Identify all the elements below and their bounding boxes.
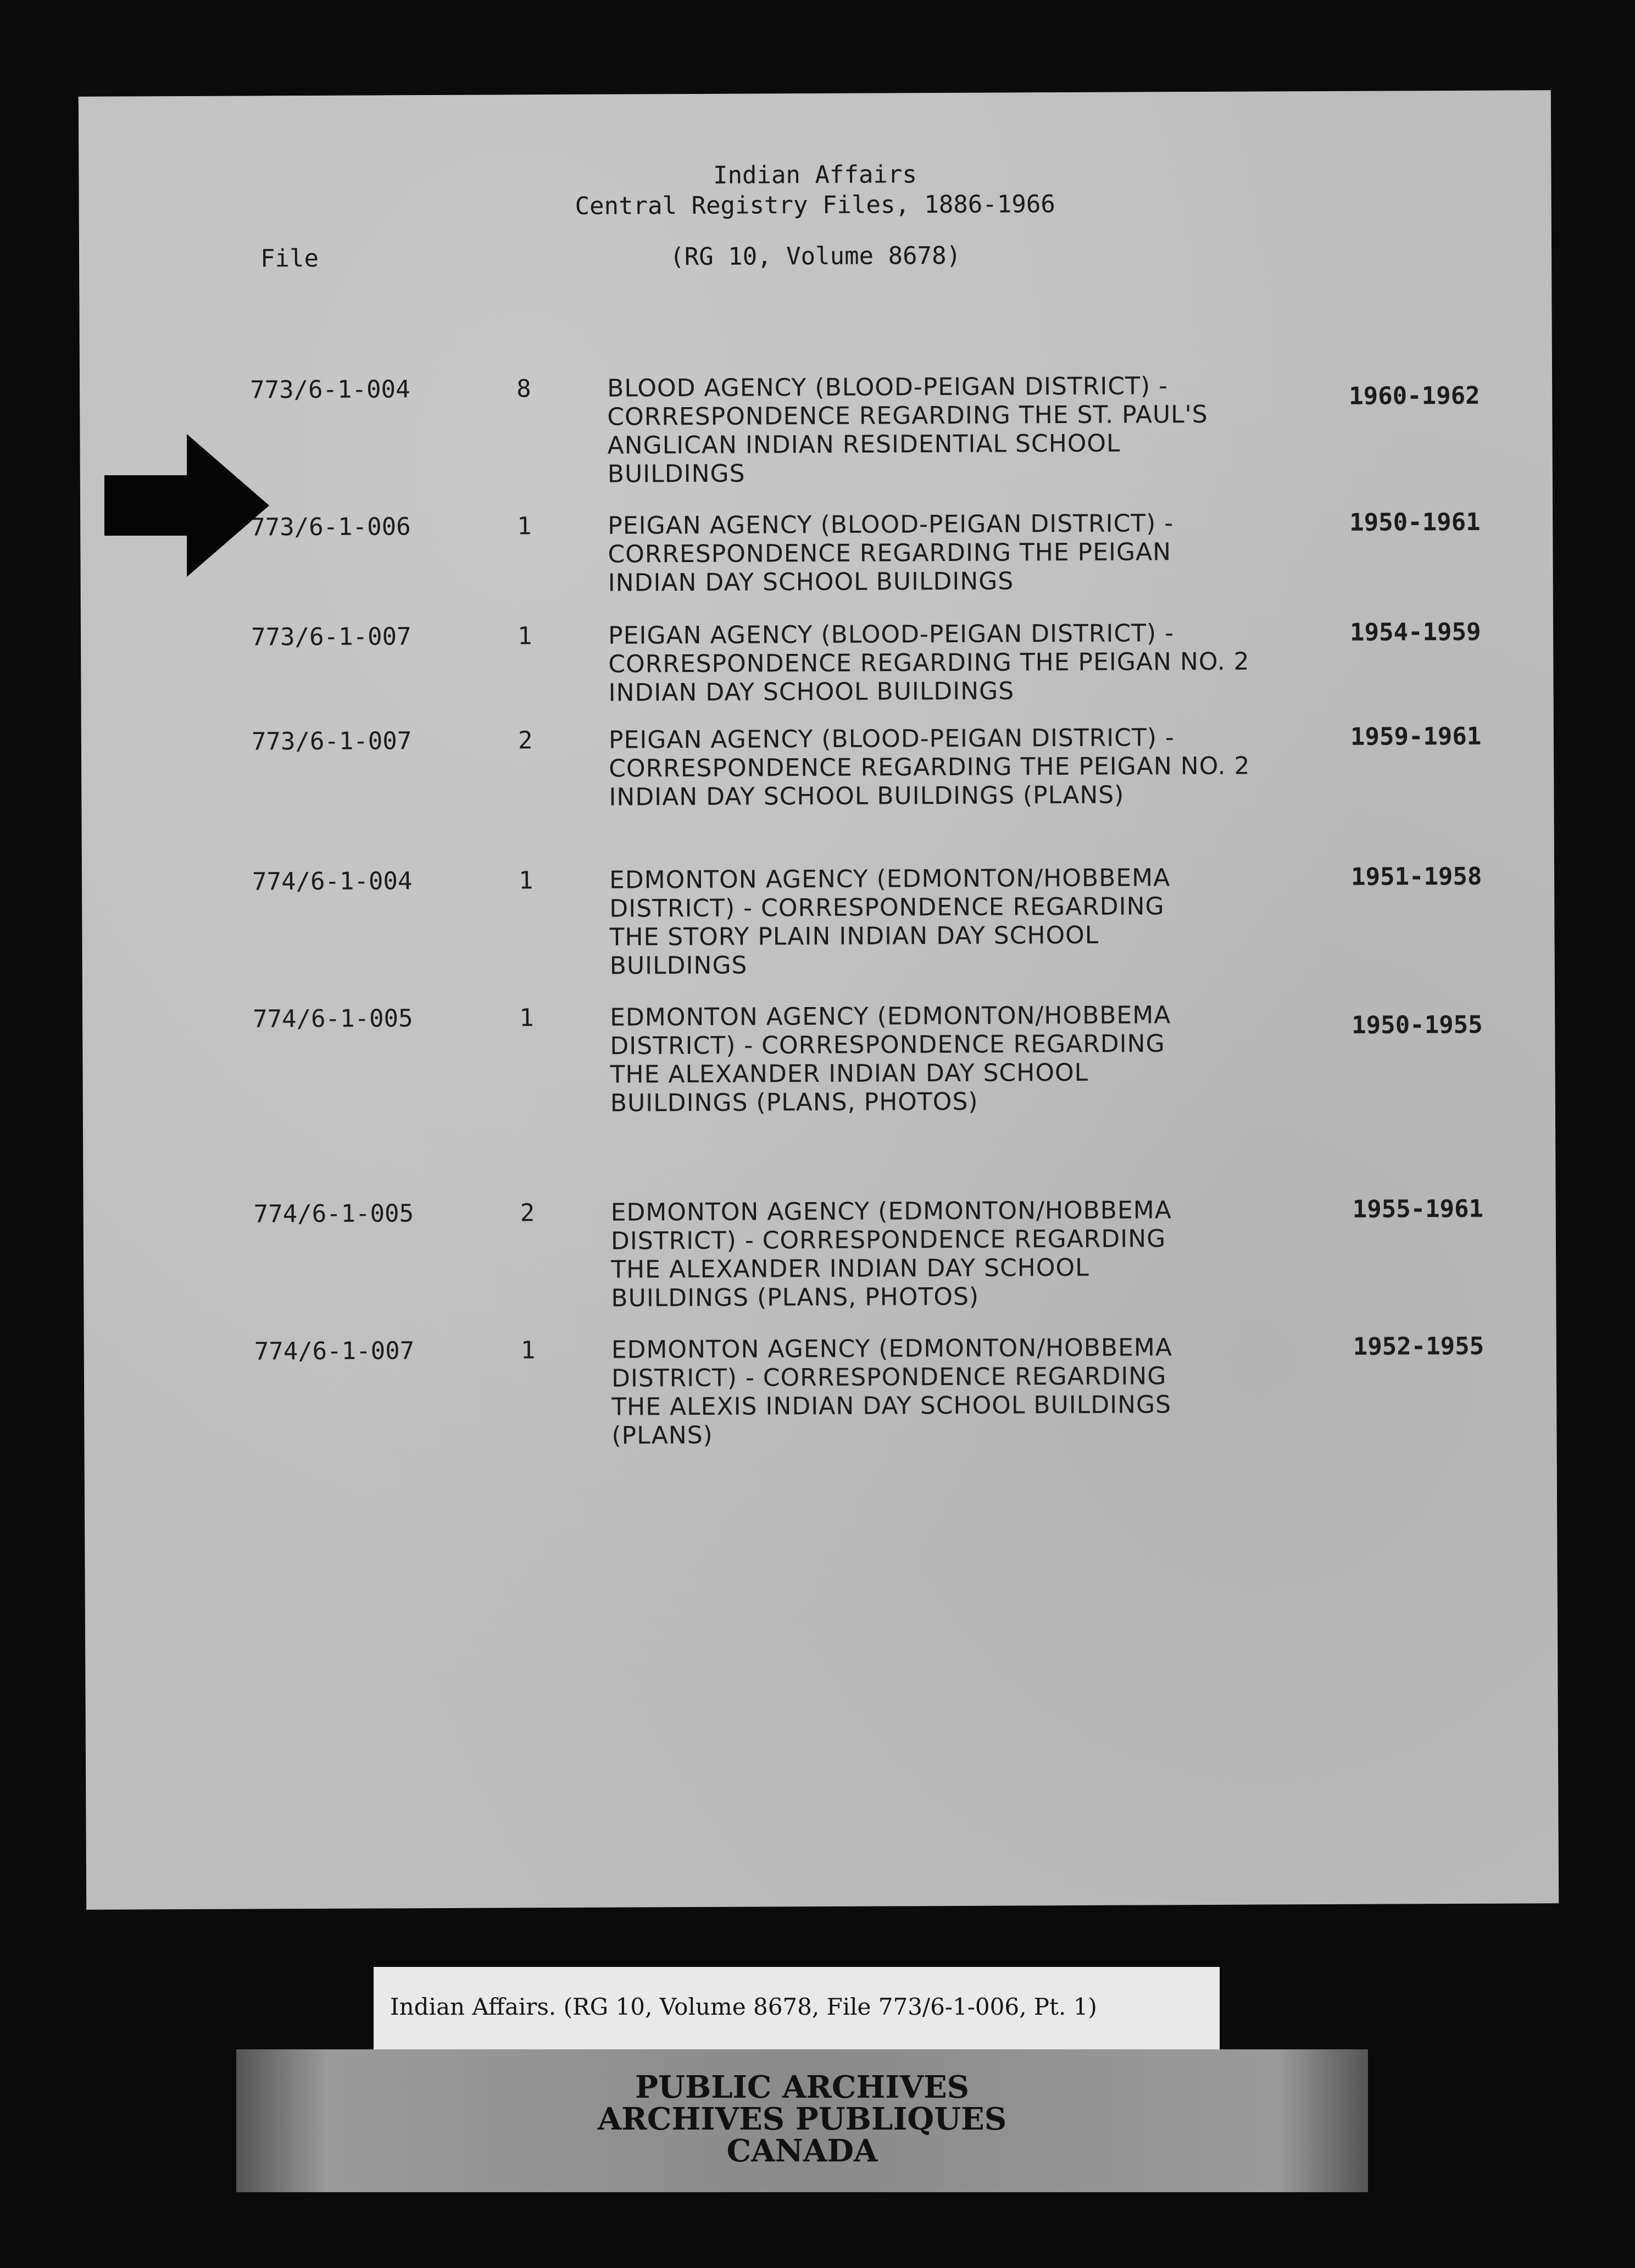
file-number: 773/6-1-006: [251, 513, 411, 542]
file-entry: [82, 999, 1555, 1118]
date-range: 1950-1961: [1349, 508, 1481, 537]
file-entry: [81, 618, 1553, 707]
header-volume: (RG 10, Volume 8678): [670, 241, 961, 271]
file-number: 773/6-1-004: [250, 375, 410, 404]
file-description: EDMONTON AGENCY (EDMONTON/HOBBEMA DISTRICT) - CORRESPONDENCE REGARDING THE ALEXANDER INDIAN DAY SCHOOL BUILDINGS (PLANS, PHOTOS): [610, 1001, 1171, 1118]
file-entry: [81, 722, 1554, 811]
date-range: 1951-1958: [1350, 862, 1482, 891]
date-range: 1950-1955: [1352, 1010, 1483, 1040]
part-number: 1: [519, 1004, 534, 1032]
part-number: 2: [518, 726, 533, 755]
date-range: 1960-1962: [1349, 381, 1480, 410]
part-number: 8: [516, 375, 531, 403]
archives-stamp: [236, 2049, 1368, 2192]
file-entry: [84, 1332, 1556, 1450]
file-number: 774/6-1-005: [253, 1004, 413, 1033]
stamp-text: [236, 2071, 1368, 2167]
part-number: 1: [520, 1336, 536, 1365]
file-description: PEIGAN AGENCY (BLOOD-PEIGAN DISTRICT) - CORRESPONDENCE REGARDING THE PEIGAN NO. 2 INDIAN DAY SCHOOL BUILDINGS (PLANS): [608, 724, 1250, 811]
header-title: Indian Affairs: [713, 160, 917, 190]
header-subtitle: Central Registry Files, 1886-1966: [575, 190, 1055, 220]
pointer-arrow-icon: [104, 434, 269, 577]
date-range: 1959-1961: [1350, 722, 1482, 751]
file-description: EDMONTON AGENCY (EDMONTON/HOBBEMA DISTRICT) - CORRESPONDENCE REGARDING THE ALEXIS INDIAN DAY SCHOOL BUILDINGS (PLANS): [611, 1333, 1172, 1450]
part-number: 1: [517, 512, 532, 541]
document-page: [79, 90, 1559, 1910]
file-column-label: File: [260, 244, 319, 273]
stamp-line-3: CANADA: [726, 2133, 878, 2169]
part-number: 2: [520, 1199, 535, 1227]
file-number: 774/6-1-004: [252, 867, 413, 896]
document-header: [79, 90, 1551, 271]
file-description: EDMONTON AGENCY (EDMONTON/HOBBEMA DISTRICT) - CORRESPONDENCE REGARDING THE STORY PLAIN INDIAN DAY SCHOOL BUILDINGS: [609, 864, 1171, 980]
citation-text: Indian Affairs. (RG 10, Volume 8678, File 773/6-1-006, Pt. 1): [390, 1993, 1097, 2020]
date-range: 1955-1961: [1352, 1194, 1484, 1224]
file-description: PEIGAN AGENCY (BLOOD-PEIGAN DISTRICT) - CORRESPONDENCE REGARDING THE PEIGAN NO. 2 INDIAN DAY SCHOOL BUILDINGS: [608, 619, 1250, 707]
file-number: 774/6-1-007: [254, 1337, 415, 1366]
file-description: PEIGAN AGENCY (BLOOD-PEIGAN DISTRICT) - CORRESPONDENCE REGARDING THE PEIGAN INDIAN DAY SCHOOL BUILDINGS: [608, 509, 1174, 597]
part-number: 1: [517, 622, 532, 651]
file-entry: [80, 370, 1552, 488]
file-description: EDMONTON AGENCY (EDMONTON/HOBBEMA DISTRICT) - CORRESPONDENCE REGARDING THE ALEXANDER INDIAN DAY SCHOOL BUILDINGS (PLANS, PHOTOS): [610, 1196, 1172, 1313]
date-range: 1952-1955: [1353, 1332, 1484, 1361]
file-description: BLOOD AGENCY (BLOOD-PEIGAN DISTRICT) - CORRESPONDENCE REGARDING THE ST. PAUL'S ANGLICAN INDIAN RESIDENTIAL SCHOOL BUILDINGS: [607, 372, 1208, 488]
file-entry: [80, 508, 1553, 597]
date-range: 1954-1959: [1349, 618, 1481, 647]
file-number: 774/6-1-005: [253, 1199, 414, 1228]
file-entry: [84, 1194, 1556, 1313]
stamp-line-1: PUBLIC ARCHIVES: [635, 2069, 970, 2105]
part-number: 1: [518, 866, 533, 895]
citation-label: [374, 1967, 1220, 2049]
file-number: 773/6-1-007: [251, 622, 411, 652]
file-number: 773/6-1-007: [251, 727, 412, 756]
file-entry: [82, 862, 1554, 980]
stamp-line-2: ARCHIVES PUBLIQUES: [597, 2101, 1007, 2137]
